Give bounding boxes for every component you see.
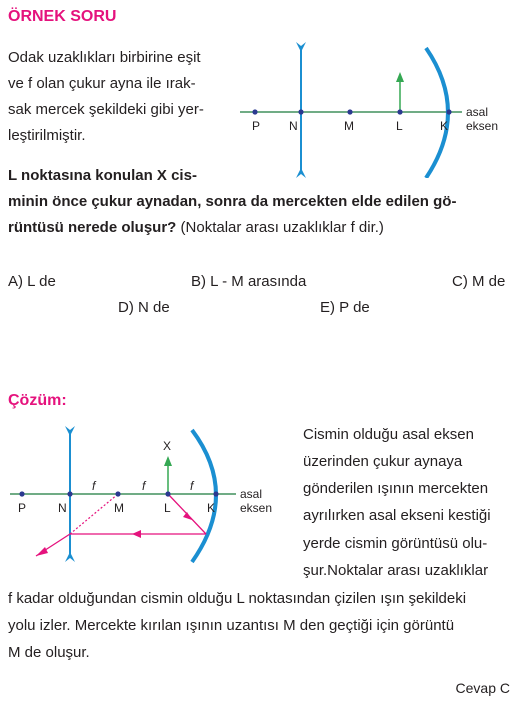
option-e: E) P de	[320, 299, 370, 316]
solution-side-line-4: ayrılırken asal ekseni kestiği	[303, 507, 491, 524]
concave-mirror	[426, 48, 448, 178]
object-arrow-head-icon	[396, 72, 404, 82]
solution-heading: Çözüm:	[8, 392, 67, 409]
axis2-label-2: eksen	[240, 501, 273, 515]
label-K: K	[440, 119, 449, 133]
distance-f-2: f	[142, 479, 146, 493]
example-heading: ÖRNEK SORU	[8, 8, 117, 25]
label-L: L	[396, 119, 403, 133]
figure-mirror-lens-question	[230, 38, 515, 178]
question-note: (Noktalar arası uzaklıklar f dir.)	[176, 219, 384, 236]
option-b: B) L - M arasında	[191, 273, 307, 290]
answer-text: Cevap C	[455, 680, 510, 696]
intro-line-1: Odak uzaklıkları birbirine eşit	[8, 49, 201, 66]
axis2-label-1: asal	[240, 487, 263, 501]
point2-N	[67, 491, 72, 496]
point2-P	[19, 491, 24, 496]
figure-mirror-lens-solution	[4, 424, 302, 572]
point2-L	[165, 491, 170, 496]
ray-reflected-arrow-icon	[132, 530, 141, 538]
label2-M: M	[114, 501, 124, 515]
label-N: N	[289, 119, 298, 133]
ray-extension	[70, 494, 118, 534]
ray-refracted-arrow-icon	[36, 547, 48, 556]
solution-side-line-2: üzerinden çukur aynaya	[303, 453, 463, 470]
label2-N: N	[58, 501, 67, 515]
point-K	[446, 109, 451, 114]
point2-M	[115, 491, 120, 496]
question-line-3-text: rüntüsü nerede oluşur?	[8, 219, 177, 236]
concave-mirror-2	[192, 430, 216, 562]
question-line-2	[8, 192, 456, 212]
object-arrow-2-head-icon	[164, 456, 172, 466]
axis-label-2: eksen	[466, 119, 499, 133]
question-line-3	[8, 218, 384, 238]
axis-label-1: asal	[466, 105, 489, 119]
solution-side-line-6: şur.Noktalar arası uzaklıklar	[303, 562, 489, 579]
label-M: M	[344, 119, 354, 133]
object-label-x: X	[163, 439, 172, 453]
ray-incident-arrow-icon	[183, 512, 192, 520]
solution-side-line-5: yerde cismin görüntüsü olu-	[303, 535, 488, 552]
point-N	[298, 109, 303, 114]
point-P	[252, 109, 257, 114]
solution-full-line-1: f kadar olduğundan cismin olduğu L noktasından çizilen ışın şekildeki	[8, 590, 467, 607]
option-a: A) L de	[8, 273, 56, 290]
point-L	[397, 109, 402, 114]
option-d: D) N de	[118, 299, 170, 316]
solution-full-line-2: yolu izler. Mercekte kırılan ışının uzantısı M den geçtiği için görüntü	[8, 617, 455, 634]
label2-L: L	[164, 501, 171, 515]
question-line-2-text: minin önce çukur aynadan, sonra da mercekten elde edilen gö-	[8, 193, 457, 210]
lens-bottom-arrow-icon	[296, 168, 306, 178]
intro-line-4: leştirilmiştir.	[8, 127, 86, 144]
label-P: P	[252, 119, 261, 133]
point-M	[347, 109, 352, 114]
label2-P: P	[18, 501, 27, 515]
intro-line-3: sak mercek şekildeki gibi yer-	[8, 101, 204, 118]
lens-top-arrow-icon	[296, 42, 306, 52]
intro-line-2: ve f olan çukur ayna ile ırak-	[8, 75, 196, 92]
solution-full-line-3: M de oluşur.	[8, 644, 90, 661]
lens2-top-arrow-icon	[65, 426, 75, 436]
question-line-1: L noktasına konulan X cis-	[8, 167, 197, 184]
distance-f-3: f	[190, 479, 194, 493]
distance-f-1: f	[92, 479, 96, 493]
solution-side-line-1: Cismin olduğu asal eksen	[303, 426, 474, 443]
solution-side-line-3: gönderilen ışının mercekten	[303, 480, 489, 497]
label2-K: K	[207, 501, 216, 515]
point2-K	[213, 491, 218, 496]
option-c: C) M de	[452, 273, 506, 290]
lens2-bottom-arrow-icon	[65, 552, 75, 562]
